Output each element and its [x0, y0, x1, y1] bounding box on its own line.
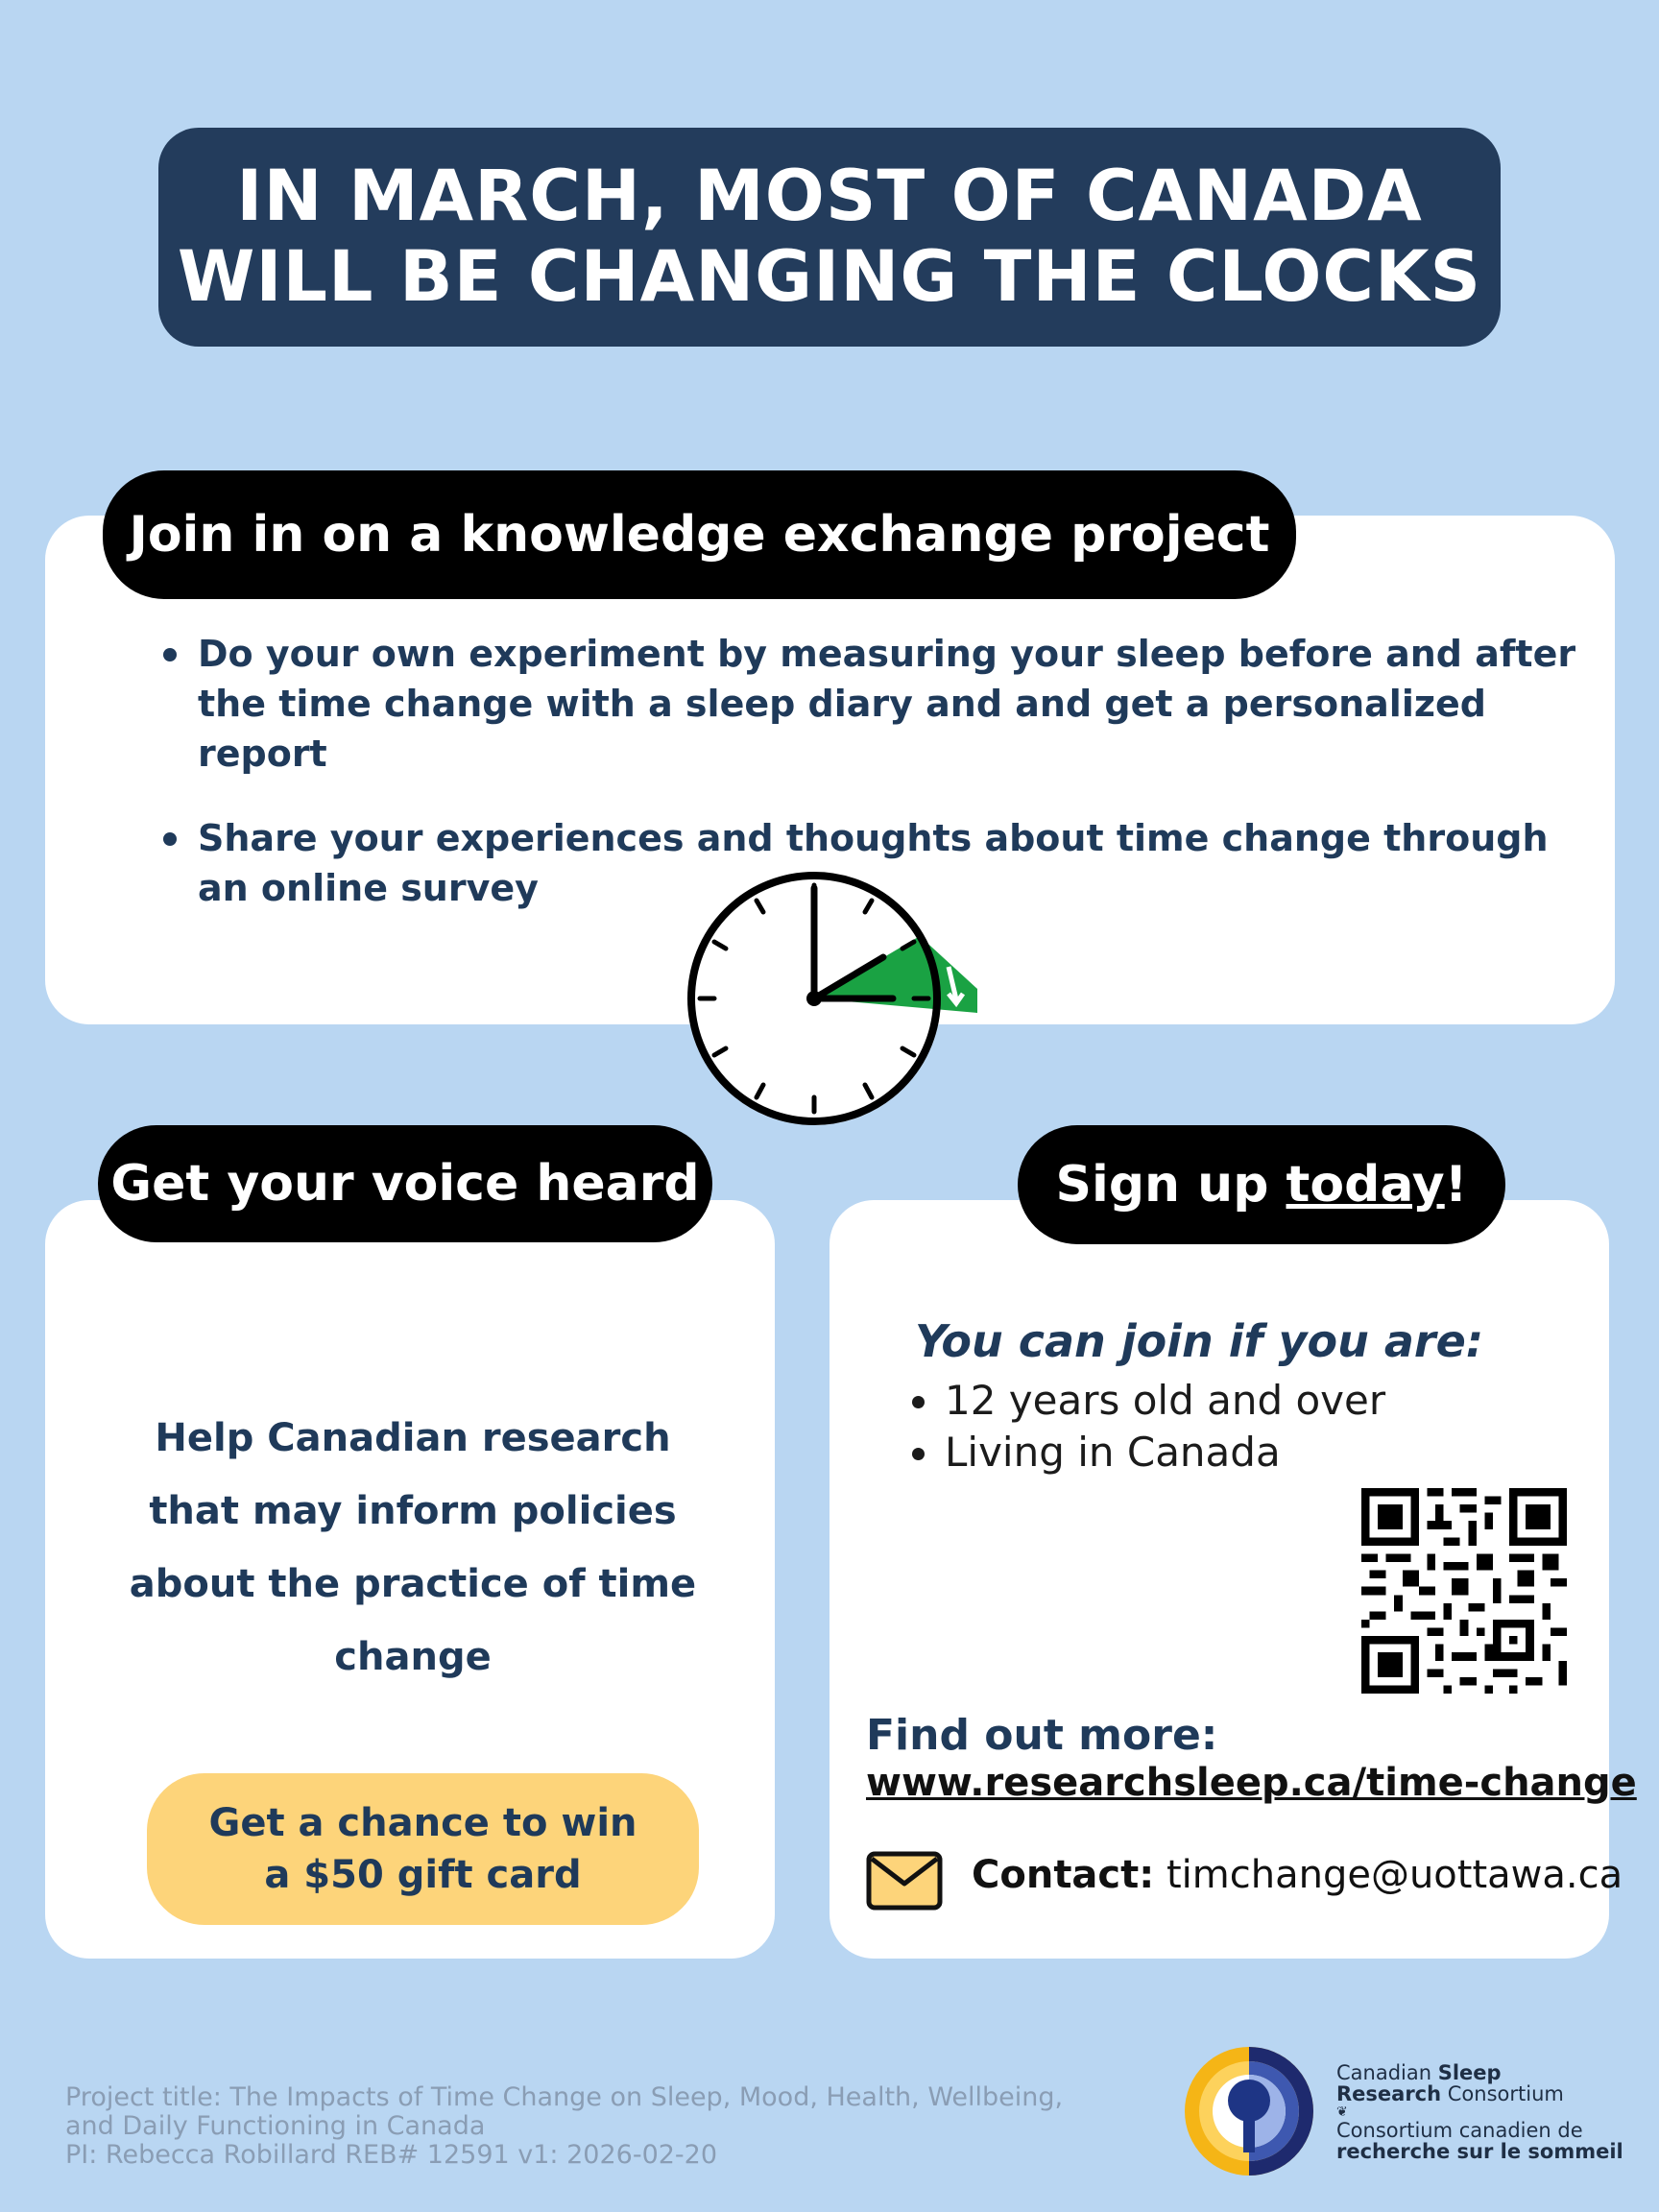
- website-link[interactable]: www.researchsleep.ca/time-change: [866, 1761, 1637, 1805]
- signup-title-suffix: !: [1444, 1156, 1468, 1214]
- main-headline: [158, 128, 1501, 347]
- logo-text: [1336, 2062, 1624, 2162]
- prize-line-2: a $50 gift card: [264, 1853, 582, 1897]
- find-out-heading: Find out more:: [866, 1711, 1218, 1760]
- headline-line-2: WILL BE CHANGING THE CLOCKS: [177, 236, 1482, 318]
- voice-body: Help Canadian research that may inform policies about the practice of time change: [129, 1416, 697, 1679]
- project-title: Join in on a knowledge exchange project: [103, 470, 1296, 599]
- footer-line-1: Project title: The Impacts of Time Change on Sleep, Mood, Health, Wellbeing,: [65, 2082, 1064, 2112]
- prize-line-1: Get a chance to win: [208, 1801, 637, 1845]
- project-bullet: Do your own experiment by measuring your sleep before and after the time change with a sleep diary and and get a personalized report: [163, 629, 1584, 779]
- envelope-icon: [866, 1851, 943, 1911]
- contact-line: [972, 1853, 1623, 1897]
- headline-line-1: IN MARCH, MOST OF CANADA: [236, 156, 1423, 237]
- footer-line-2: and Daily Functioning in Canada: [65, 2111, 486, 2141]
- csrc-logo: [1183, 2045, 1315, 2177]
- project-bullet: Share your experiences and thoughts about time change through an online survey: [163, 813, 1584, 913]
- logo-en-regular-1: Canadian: [1336, 2061, 1438, 2084]
- logo-en-regular-2: Consortium: [1441, 2082, 1564, 2105]
- clock-icon: [677, 859, 984, 1128]
- footer-line-3: PI: Rebecca Robillard REB# 12591 v1: 2026-02-20: [65, 2140, 718, 2170]
- signup-title-prefix: Sign up: [1055, 1156, 1286, 1214]
- voice-title: Get your voice heard: [98, 1125, 712, 1242]
- logo-fr-2: recherche sur le sommeil: [1336, 2140, 1623, 2163]
- maple-leaf-icon: ❦: [1336, 2104, 1348, 2120]
- prize-badge: [147, 1773, 699, 1925]
- signup-title: [1018, 1125, 1505, 1244]
- eligibility-item: Living in Canada: [904, 1427, 1385, 1479]
- contact-email[interactable]: timchange@uottawa.ca: [1166, 1853, 1623, 1897]
- logo-en-bold-1: Sleep: [1437, 2061, 1502, 2084]
- logo-fr-1: Consortium canadien de: [1336, 2119, 1583, 2142]
- project-footer: [65, 2083, 1141, 2170]
- contact-label: Contact:: [972, 1853, 1155, 1897]
- logo-en-bold-2: Research: [1336, 2082, 1442, 2105]
- signup-title-today: today: [1286, 1156, 1445, 1214]
- qr-code[interactable]: [1361, 1488, 1567, 1694]
- eligibility-list: [904, 1375, 1385, 1479]
- eligibility-item: 12 years old and over: [904, 1375, 1385, 1427]
- eligibility-heading: You can join if you are:: [915, 1315, 1484, 1367]
